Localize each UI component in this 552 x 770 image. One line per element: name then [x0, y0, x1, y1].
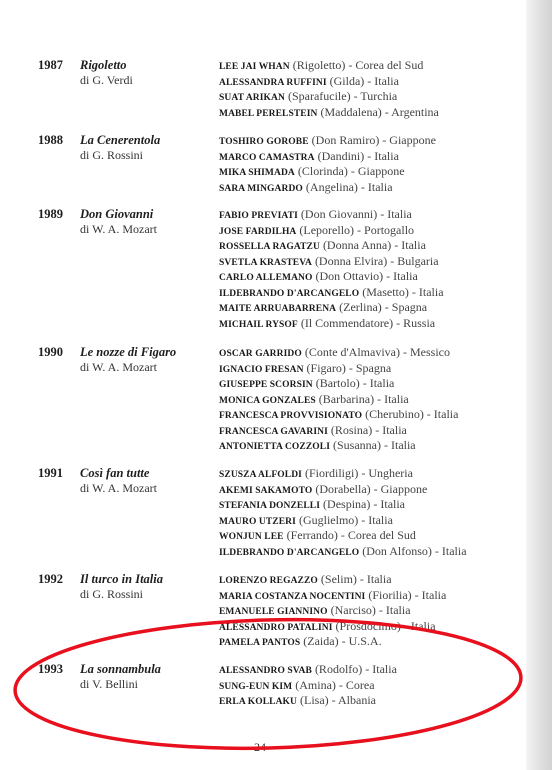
role-country: (Il Commendatore) - Russia [297, 315, 436, 330]
role-country: (Maddalena) - Argentina [317, 104, 439, 119]
role-country: (Ferrando) - Corea del Sud [283, 528, 416, 542]
role-country: (Rosina) - Italia [327, 422, 407, 437]
role-country: (Don Giovanni) - Italia [297, 207, 412, 221]
role-country: (Fiordiligi) - Ungheria [301, 466, 413, 480]
role-country: (Donna Elvira) - Bulgaria [311, 253, 439, 268]
role-country: (Bartolo) - Italia [312, 376, 395, 390]
singer-name: LEE JAI WHAN [219, 62, 290, 72]
role-country: (Gilda) - Italia [326, 73, 399, 88]
role-country: (Clorinda) - Giappone [294, 164, 405, 178]
entry-year: 1992 [38, 572, 63, 586]
role-country: (Don Ramiro) - Giappone [308, 133, 436, 147]
opera-title: Le nozze di Figaro [80, 345, 177, 359]
singer-name: GIUSEPPE SCORSIN [219, 380, 313, 390]
singer-name: FABIO PREVIATI [219, 211, 298, 221]
singer-name: LORENZO REGAZZO [219, 576, 318, 586]
opera-title: Rigoletto [80, 58, 127, 72]
opera-composer: di V. Bellini [80, 677, 138, 691]
role-country: (Selim) - Italia [317, 572, 392, 586]
role-country: (Despina) - Italia [320, 497, 406, 511]
entry-year: 1989 [38, 207, 63, 221]
entry-year: 1993 [38, 662, 63, 676]
role-country: (Sparafucile) - Turchia [284, 89, 398, 103]
singer-name: MARIA COSTANZA NOCENTINI [219, 591, 366, 602]
singer-name: MICHAIL RYSOF [219, 319, 298, 330]
role-country: (Figaro) - Spagna [303, 360, 392, 375]
singer-name: SARA MINGARDO [219, 183, 303, 194]
role-country: (Rodolfo) - Italia [311, 662, 397, 676]
role-country: (Don Ottavio) - Italia [312, 269, 418, 283]
singer-name: SUNG-EUN KIM [219, 681, 293, 692]
role-country: (Prosdocimo) - Italia [332, 618, 436, 633]
singer-name: JOSE FARDILHA [219, 226, 297, 237]
page-number: 24 [254, 740, 266, 754]
entry-year: 1991 [38, 466, 63, 480]
role-country: (Cherubino) - Italia [362, 407, 459, 421]
opera-title: Il turco in Italia [80, 572, 164, 586]
role-country: (Amina) - Corea [292, 677, 375, 692]
singer-name: TOSHIRO GOROBE [219, 137, 309, 147]
singer-name: ILDEBRANDO D'ARCANGELO [219, 288, 360, 299]
singer-name: MABEL PERELSTEIN [219, 108, 318, 119]
singer-name: ILDEBRANDO D'ARCANGELO [219, 547, 360, 558]
entry-year: 1988 [38, 133, 63, 147]
singer-name: AKEMI SAKAMOTO [219, 485, 313, 496]
role-country: (Conte d'Almaviva) - Messico [301, 345, 450, 359]
singer-name: MARCO CAMASTRA [219, 152, 315, 163]
role-country: (Dorabella) - Giappone [312, 481, 428, 496]
annotation-ellipse [13, 613, 522, 754]
opera-composer: di W. A. Mozart [80, 360, 157, 374]
singer-name: FRANCESCA GAVARINI [219, 426, 328, 437]
role-country: (Masetto) - Italia [359, 284, 444, 299]
singer-name: ALESSANDRO SVAB [219, 666, 312, 676]
entry-year: 1990 [38, 345, 63, 359]
role-country: (Zaida) - U.S.A. [300, 634, 382, 648]
role-country: (Narciso) - Italia [327, 603, 411, 617]
singer-name: OSCAR GARRIDO [219, 349, 302, 359]
singer-name: CARLO ALLEMANO [219, 273, 313, 283]
role-country: (Angelina) - Italia [302, 179, 393, 194]
opera-title: La Cenerentola [80, 133, 161, 147]
singer-name: MAURO UTZERI [219, 516, 296, 527]
opera-composer: di G. Verdi [80, 73, 133, 87]
role-country: (Don Alfonso) - Italia [359, 543, 467, 558]
singer-name: SZUSZA ALFOLDI [219, 470, 302, 480]
role-country: (Leporello) - Portogallo [296, 222, 415, 237]
singer-name: STEFANIA DONZELLI [219, 501, 321, 511]
opera-composer: di G. Rossini [80, 587, 144, 601]
singer-name: SUAT ARIKAN [219, 93, 285, 103]
singer-name: MONICA GONZALES [219, 395, 316, 406]
singer-name: ALESSANDRA RUFFINI [219, 77, 327, 88]
singer-name: EMANUELE GIANNINO [219, 607, 328, 617]
role-country: (Donna Anna) - Italia [319, 238, 426, 252]
role-country: (Dandini) - Italia [314, 148, 399, 163]
singer-name: IGNACIO FRESAN [219, 364, 304, 375]
role-country: (Susanna) - Italia [330, 438, 416, 452]
opera-composer: di G. Rossini [80, 148, 144, 162]
singer-name: ROSSELLA RAGATZU [219, 242, 320, 252]
opera-title: La sonnambula [80, 662, 161, 676]
singer-name: PAMELA PANTOS [219, 638, 301, 648]
singer-name: ANTONIETTA COZZOLI [219, 442, 330, 452]
role-country: (Fiorilia) - Italia [365, 587, 447, 602]
singer-name: FRANCESCA PROVVISIONATO [219, 411, 363, 421]
opera-title: Don Giovanni [80, 207, 154, 221]
role-country: (Guglielmo) - Italia [295, 512, 393, 527]
role-country: (Barbarina) - Italia [315, 391, 409, 406]
singer-name: ALESSANDRO PATALINI [219, 622, 333, 633]
role-country: (Rigoletto) - Corea del Sud [289, 58, 424, 72]
singer-name: ERLA KOLLAKU [219, 697, 298, 707]
entry-year: 1987 [38, 58, 63, 72]
singer-name: MAITE ARRUABARRENA [219, 304, 337, 314]
opera-title: Così fan tutte [80, 466, 150, 480]
role-country: (Zerlina) - Spagna [336, 300, 428, 314]
singer-name: MIKA SHIMADA [219, 168, 295, 178]
opera-composer: di W. A. Mozart [80, 481, 157, 495]
role-country: (Lisa) - Albania [297, 693, 376, 707]
singer-name: WONJUN LEE [219, 532, 284, 542]
opera-composer: di W. A. Mozart [80, 222, 157, 236]
singer-name: SVETLA KRASTEVA [219, 257, 312, 268]
